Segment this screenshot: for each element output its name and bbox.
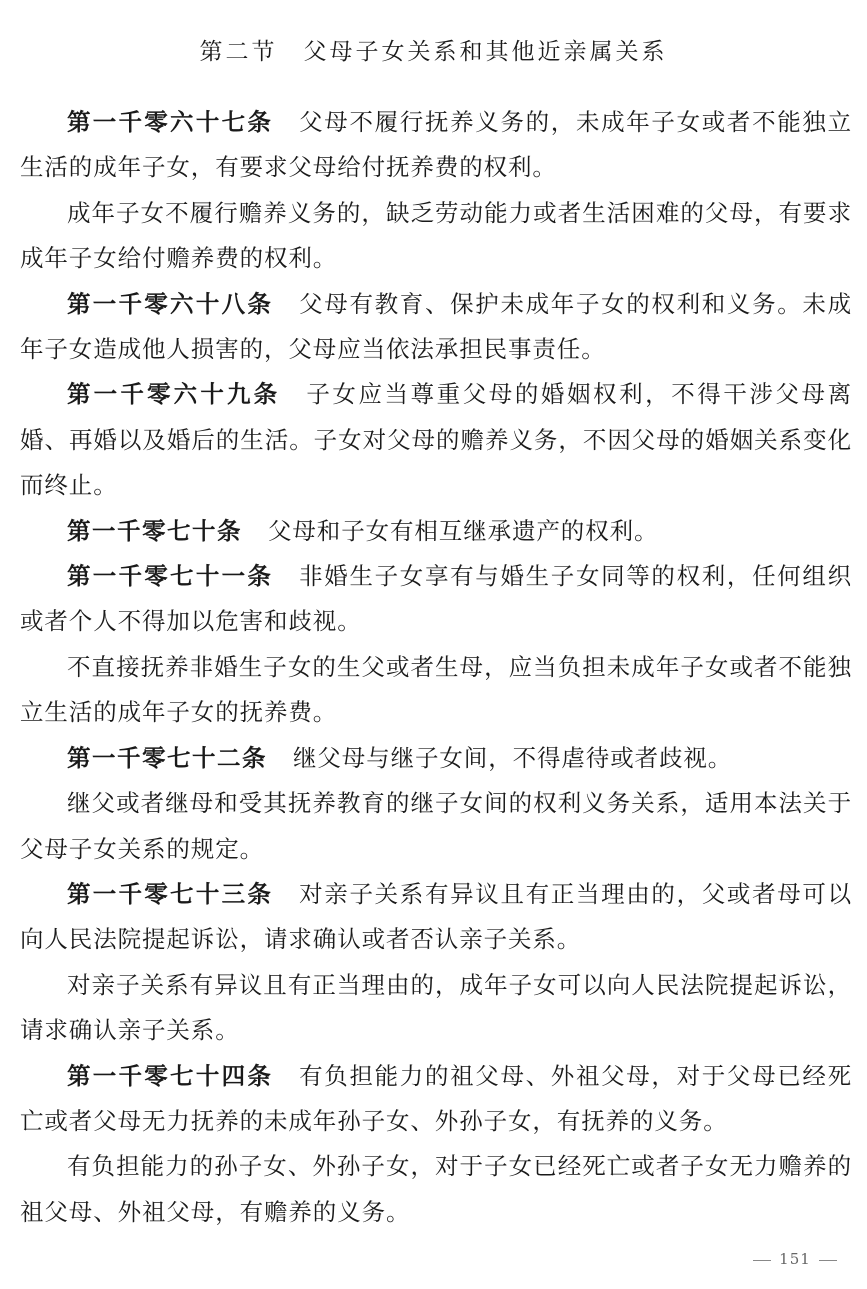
paragraph bbox=[20, 282, 852, 373]
paragraph bbox=[20, 509, 852, 554]
paragraph-text: 父母和子女有相互继承遗产的权利。 bbox=[268, 516, 659, 545]
paragraph-text: 非婚生子女享有与婚生子女同等的权利，任何组织或者个人不得加以危害和歧视。 bbox=[20, 562, 852, 636]
dash-right bbox=[819, 1260, 837, 1261]
article-heading: 第一千零六十七条 bbox=[67, 108, 274, 136]
paragraph-text: 父母有教育、保护未成年子女的权利和义务。未成年子女造成他人损害的，父母应当依法承担民事责任。 bbox=[20, 289, 852, 364]
paragraph bbox=[20, 191, 852, 282]
paragraph-text: 有负担能力的祖父母、外祖父母，对于父母已经死亡或者父母无力抚养的未成年孙子女、外孙子女，有抚养的义务。 bbox=[20, 1061, 852, 1135]
article-heading: 第一千零六十八条 bbox=[67, 289, 274, 318]
paragraph bbox=[20, 372, 852, 508]
article-heading: 第一千零七十四条 bbox=[67, 1061, 274, 1090]
paragraph-text: 对亲子关系有异议且有正当理由的，父或者母可以向人民法院提起诉讼，请求确认或者否认亲子关系。 bbox=[20, 879, 852, 954]
paragraph-text: 对亲子关系有异议且有正当理由的，成年子女可以向人民法院提起诉讼，请求确认亲子关系。 bbox=[20, 970, 852, 1045]
paragraph-text: 继父母与继子女间，不得虐待或者歧视。 bbox=[293, 743, 733, 772]
dash-left bbox=[753, 1260, 771, 1261]
paragraph bbox=[20, 872, 852, 963]
paragraph bbox=[20, 781, 852, 872]
article-heading: 第一千零七十二条 bbox=[67, 743, 267, 772]
page-number-footer bbox=[740, 1250, 850, 1268]
section-title: 第二节 父母子女关系和其他近亲属关系 bbox=[199, 39, 668, 65]
paragraph-text: 不直接抚养非婚生子女的生父或者生母，应当负担未成年子女或者不能独立生活的成年子女的抚养费。 bbox=[20, 652, 852, 727]
article-heading: 第一千零七十一条 bbox=[67, 562, 274, 591]
paragraph bbox=[20, 963, 852, 1054]
paragraph bbox=[20, 554, 852, 645]
paragraph-text: 成年子女不履行赡养义务的，缺乏劳动能力或者生活困难的父母，有要求成年子女给付赡养费的权利。 bbox=[20, 198, 852, 273]
paragraph-text: 有负担能力的孙子女、外孙子女，对于子女已经死亡或者子女无力赡养的祖父母、外祖父母，有赡养的义务。 bbox=[20, 1152, 852, 1226]
page-number: 151 bbox=[779, 1250, 811, 1268]
paragraph bbox=[20, 645, 852, 736]
paragraph-text: 继父或者继母和受其抚养教育的继子女间的权利义务关系，适用本法关于父母子女关系的规定。 bbox=[20, 789, 852, 863]
paragraph bbox=[20, 100, 852, 191]
body-text bbox=[20, 100, 852, 1235]
article-heading: 第一千零七十条 bbox=[67, 516, 242, 545]
article-heading: 第一千零七十三条 bbox=[67, 879, 274, 908]
paragraph-text: 父母不履行抚养义务的，未成年子女或者不能独立生活的成年子女，有要求父母给付抚养费的权利。 bbox=[20, 108, 852, 182]
article-heading: 第一千零六十九条 bbox=[67, 380, 281, 409]
paragraph bbox=[20, 736, 852, 781]
paragraph bbox=[20, 1144, 852, 1235]
paragraph-text: 子女应当尊重父母的婚姻权利，不得干涉父母离婚、再婚以及婚后的生活。子女对父母的赡养义务，不因父母的婚姻关系变化而终止。 bbox=[20, 380, 852, 500]
paragraph bbox=[20, 1054, 852, 1145]
